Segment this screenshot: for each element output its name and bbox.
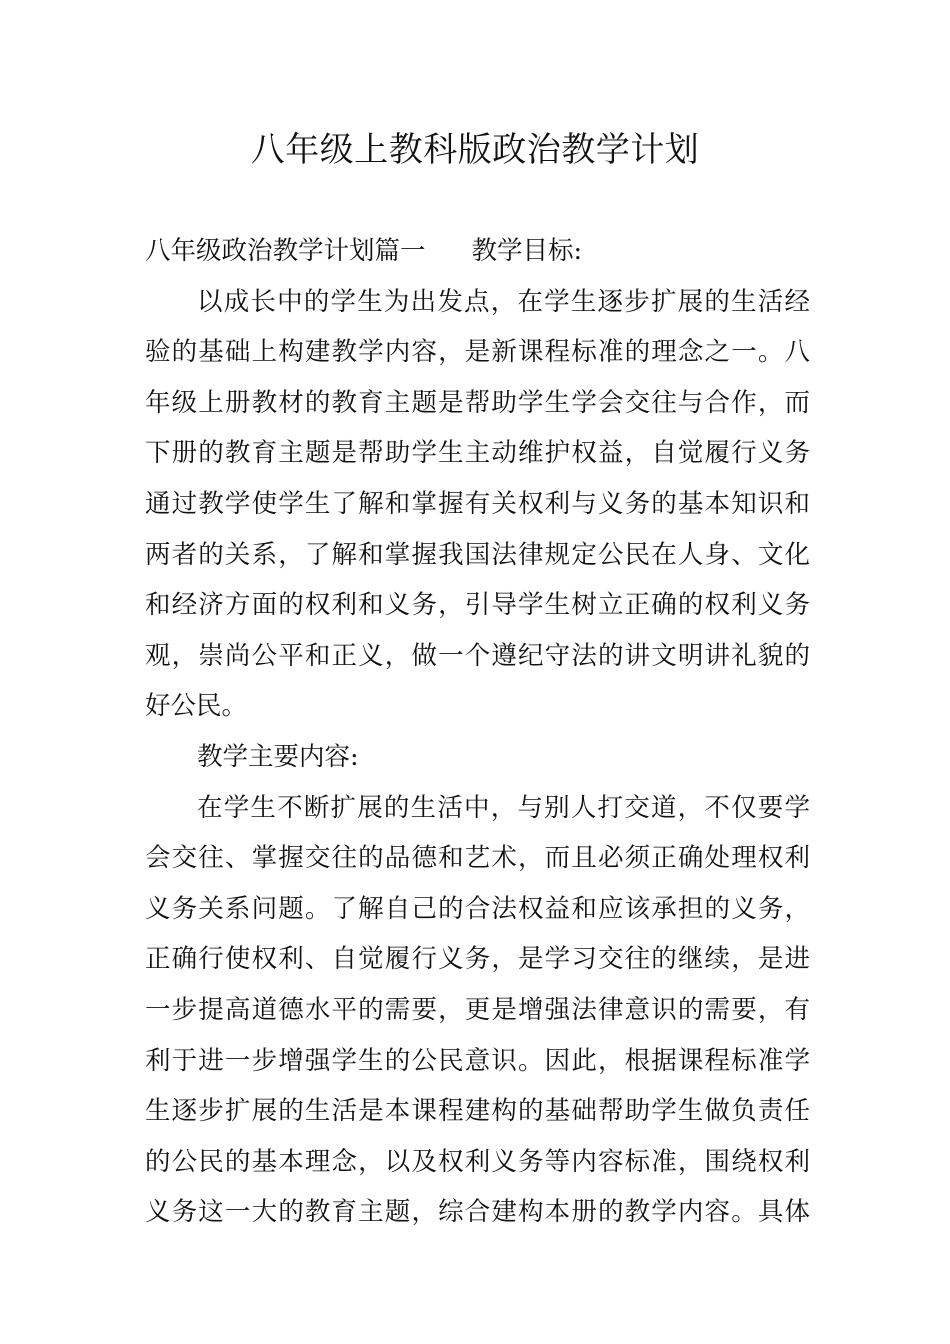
paragraph-line: 观，崇尚公平和正义，做一个遵纪守法的讲文明讲礼貌的 (145, 640, 810, 671)
paragraph-line: 和经济方面的权利和义务，引导学生树立正确的权利义务 (145, 590, 810, 621)
paragraph-line: 好公民。 (145, 691, 248, 722)
document-body (145, 226, 810, 1238)
paragraph-line: 义务关系问题。了解自己的合法权益和应该承担的义务， (145, 893, 810, 924)
paragraph-line: 验的基础上构建教学内容，是新课程标准的理念之一。八 (145, 337, 810, 368)
subheading-teaching-goals: 教学目标: (471, 236, 583, 266)
paragraph-line: 正确行使权利、自觉履行义务，是学习交往的继续，是进 (145, 944, 810, 975)
paragraph-line: 一步提高道德水平的需要，更是增强法律意识的需要，有 (145, 994, 810, 1025)
subheading-main-content: 教学主要内容: (197, 741, 359, 772)
paragraph-line: 两者的关系，了解和掌握我国法律规定公民在人身、文化 (145, 539, 810, 570)
paragraph-line: 生逐步扩展的生活是本课程建构的基础帮助学生做负责任 (145, 1096, 810, 1127)
paragraph-line: 会交往、掌握交往的品德和艺术，而且必须正确处理权利 (145, 843, 810, 874)
paragraph-line: 通过教学使学生了解和掌握有关权利与义务的基本知识和 (145, 488, 810, 519)
section-heading: 八年级政治教学计划篇一 (145, 236, 426, 266)
paragraph-line: 年级上册教材的教育主题是帮助学生学会交往与合作，而 (145, 387, 810, 418)
document-title: 八年级上教科版政治教学计划 (250, 130, 700, 170)
paragraph-line: 义务这一大的教育主题，综合建构本册的教学内容。具体 (145, 1197, 810, 1228)
paragraph-line: 下册的教育主题是帮助学生主动维护权益，自觉履行义务 (145, 438, 810, 469)
paragraph-line: 在学生不断扩展的生活中，与别人打交道，不仅要学 (197, 792, 810, 823)
paragraph-line: 利于进一步增强学生的公民意识。因此，根据课程标准学 (145, 1045, 810, 1076)
paragraph-line: 以成长中的学生为出发点，在学生逐步扩展的生活经 (197, 286, 810, 317)
paragraph-line: 的公民的基本理念，以及权利义务等内容标准，围绕权利 (145, 1146, 810, 1177)
section-heading-line (145, 226, 810, 277)
